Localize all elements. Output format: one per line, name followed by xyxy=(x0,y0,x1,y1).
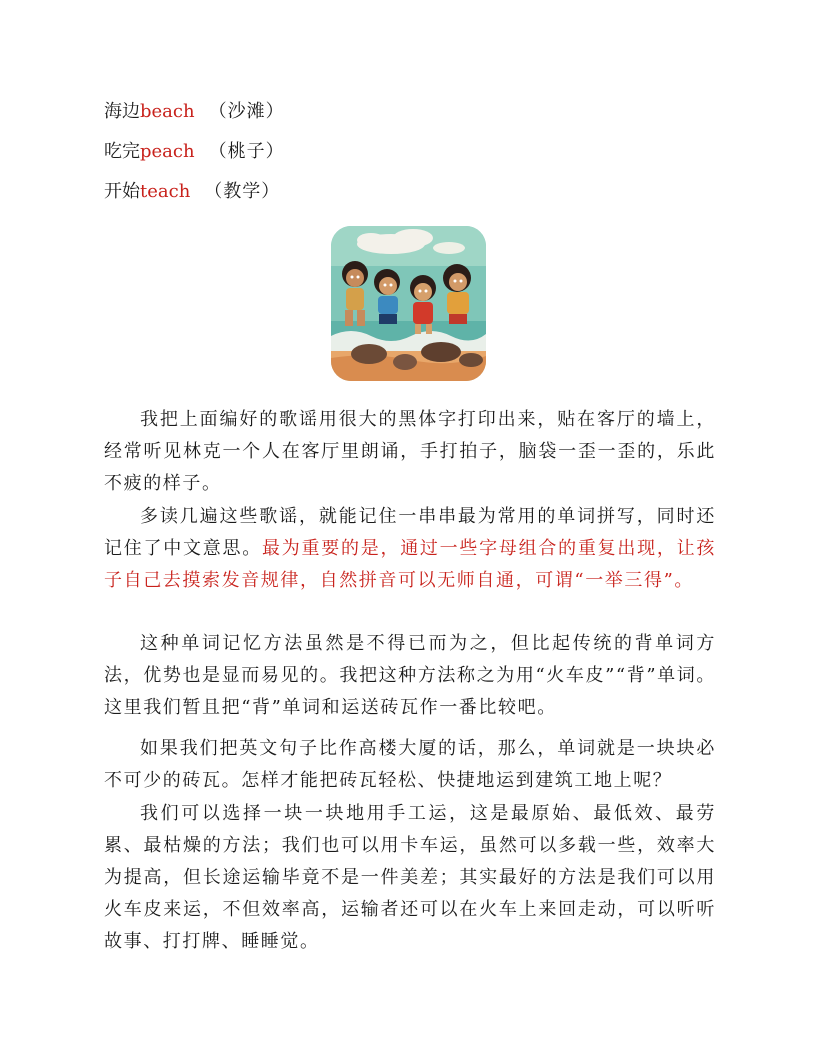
children-beach-illustration xyxy=(331,226,486,381)
vocab-line-teach xyxy=(104,180,280,204)
vocab-line-peach xyxy=(104,140,285,164)
vocab-english: teach xyxy=(140,181,191,202)
vocab-meaning: （沙滩） xyxy=(208,101,285,122)
paragraph-text: 多读几遍这些歌谣，就能记住一串串最为常用的单词拼写，同时还记住了中文意思。 xyxy=(104,506,716,559)
vocab-chinese: 海边 xyxy=(104,101,140,122)
paragraph-1 xyxy=(104,404,716,500)
vocab-chinese: 吃完 xyxy=(104,141,140,162)
paragraph-4 xyxy=(104,733,716,797)
paragraph-5 xyxy=(104,798,716,958)
vocab-meaning: （教学） xyxy=(204,181,281,202)
paragraph-text: 如果我们把英文句子比作高楼大厦的话，那么，单词就是一块块必不可少的砖瓦。怎样才能把砖瓦轻松、快捷地运到建筑工地上呢？ xyxy=(104,738,716,791)
vocab-english: peach xyxy=(140,141,195,162)
vocab-english: beach xyxy=(140,101,195,122)
paragraph-highlight: 最为重要的是，通过一些字母组合的重复出现，让孩子自己去摸索发音规律，自然拼音可以无师自通，可谓“一举三得”。 xyxy=(104,538,716,591)
vocab-line-beach xyxy=(104,100,285,124)
paragraph-text: 我把上面编好的歌谣用很大的黑体字打印出来，贴在客厅的墙上，经常听见林克一个人在客厅里朗诵，手打拍子，脑袋一歪一歪的，乐此不疲的样子。 xyxy=(104,409,716,494)
paragraph-text: 我们可以选择一块一块地用手工运，这是最原始、最低效、最劳累、最枯燥的方法；我们也可以用卡车运，虽然可以多载一些，效率大为提高，但长途运输毕竟不是一件美差；其实最好的方法是我们可以用火车皮来运，不但效率高，运输者还可以在火车上来回走动，可以听听故事、打打牌、睡睡觉。 xyxy=(104,803,716,952)
paragraph-3 xyxy=(104,628,716,724)
vocab-chinese: 开始 xyxy=(104,181,140,202)
illustration-artwork xyxy=(331,226,486,381)
vocab-meaning: （桃子） xyxy=(208,141,285,162)
paragraph-2 xyxy=(104,501,716,597)
paragraph-text: 这种单词记忆方法虽然是不得已而为之，但比起传统的背单词方法，优势也是显而易见的。我把这种方法称之为用“火车皮”“背”单词。这里我们暂且把“背”单词和运送砖瓦作一番比较吧。 xyxy=(104,633,716,718)
